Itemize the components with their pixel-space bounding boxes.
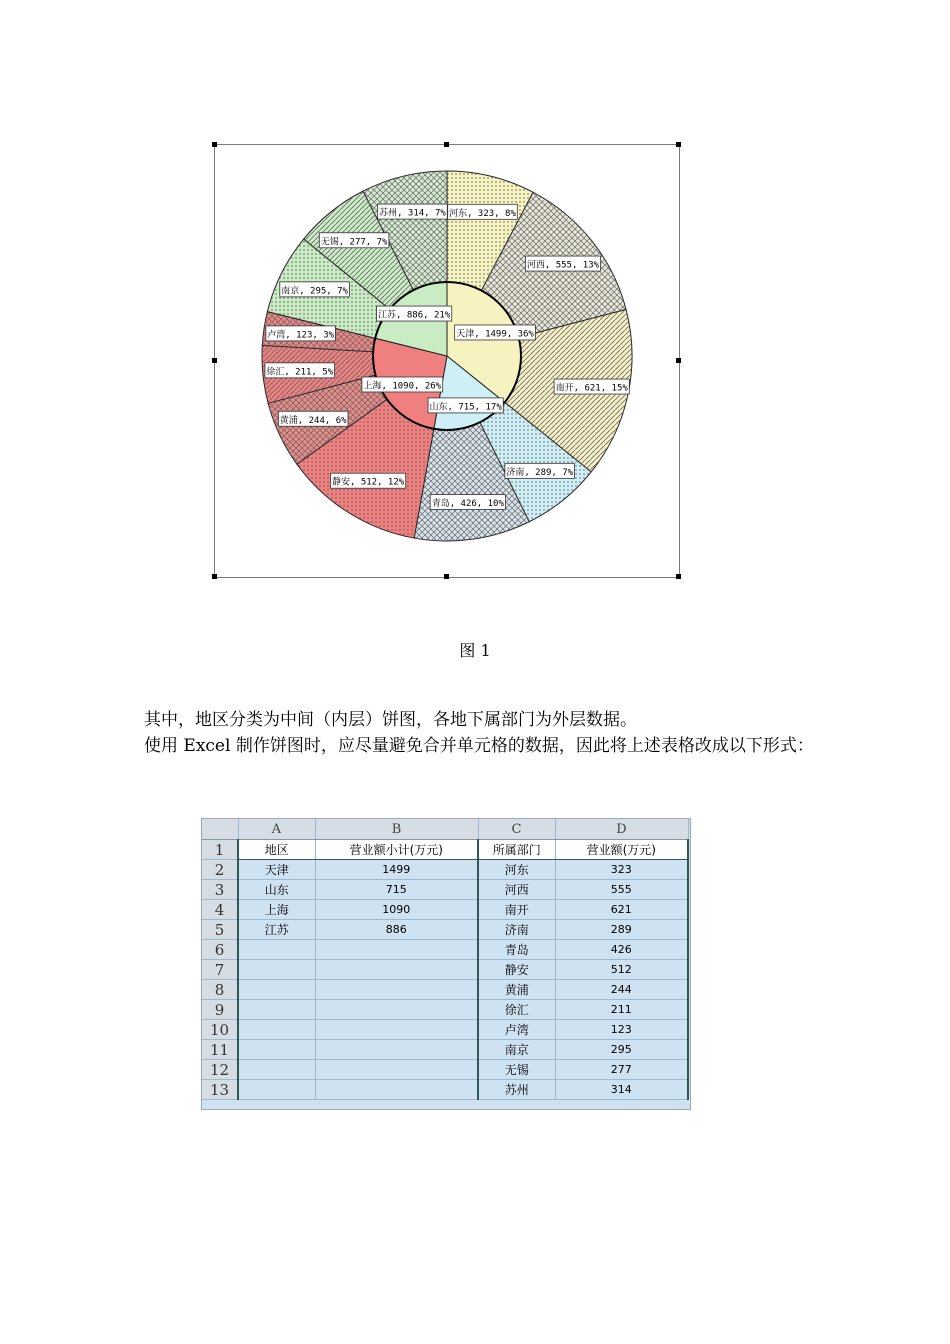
cell-subtotal[interactable] — [315, 1060, 478, 1080]
cell-subtotal[interactable] — [315, 1040, 478, 1060]
cell-dept[interactable]: 济南 — [478, 920, 555, 940]
cell-region[interactable] — [238, 1040, 315, 1060]
outer-slice-label: 南京, 295, 7% — [281, 286, 348, 297]
outer-slice-label: 静安, 512, 12% — [331, 477, 405, 488]
row-number[interactable]: 2 — [202, 860, 238, 880]
row-number[interactable]: 5 — [202, 920, 238, 940]
cell-subtotal[interactable]: 886 — [315, 920, 478, 940]
table-row — [202, 900, 688, 920]
cell-amount[interactable]: 621 — [555, 900, 688, 920]
inner-slice-label: 上海, 1090, 26% — [363, 381, 442, 392]
outer-slice-label: 徐汇, 211, 5% — [266, 367, 334, 378]
figure-caption: 图 1 — [459, 641, 491, 660]
header-cell[interactable]: 营业额(万元) — [555, 840, 688, 860]
inner-slice-label: 天津, 1499, 36% — [456, 329, 534, 340]
cell-region[interactable] — [238, 1080, 315, 1100]
header-cell[interactable]: 营业额小计(万元) — [315, 840, 478, 860]
table-row — [202, 960, 688, 980]
paragraph-instruction: 使用 Excel 制作饼图时，应尽量避免合并单元格的数据，因此将上述表格改成以下形式： — [144, 736, 814, 756]
table-row — [202, 860, 688, 880]
cell-amount[interactable]: 555 — [555, 880, 688, 900]
cell-amount[interactable]: 123 — [555, 1020, 688, 1040]
cell-region[interactable] — [238, 1020, 315, 1040]
outer-slice-label: 河西, 555, 13% — [526, 260, 600, 271]
row-number[interactable]: 12 — [202, 1060, 238, 1080]
cell-dept[interactable]: 河西 — [478, 880, 555, 900]
table-row — [202, 1020, 688, 1040]
cell-amount[interactable]: 244 — [555, 980, 688, 1000]
paragraph-description: 其中，地区分类为中间（内层）饼图，各地下属部门为外层数据。 — [144, 710, 637, 730]
cell-region[interactable] — [238, 980, 315, 1000]
table-row — [202, 940, 688, 960]
cell-region[interactable] — [238, 1000, 315, 1020]
outer-slice-label: 无锡, 277, 7% — [320, 237, 388, 248]
select-all-corner[interactable] — [202, 819, 238, 840]
table-row — [202, 920, 688, 940]
inner-slice-label: 山东, 715, 17% — [429, 402, 502, 413]
cell-dept[interactable]: 无锡 — [478, 1060, 555, 1080]
outer-slice-label: 卢湾, 123, 3% — [267, 330, 335, 341]
cell-dept[interactable]: 南开 — [478, 900, 555, 920]
cell-dept[interactable]: 静安 — [478, 960, 555, 980]
cell-region[interactable]: 上海 — [238, 900, 315, 920]
outer-slice-label: 河东, 323, 8% — [449, 208, 516, 219]
spreadsheet[interactable] — [201, 818, 691, 1110]
cell-subtotal[interactable] — [315, 960, 478, 980]
cell-dept[interactable]: 青岛 — [478, 940, 555, 960]
cell-amount[interactable]: 314 — [555, 1080, 688, 1100]
row-number[interactable]: 10 — [202, 1020, 238, 1040]
header-cell[interactable]: 地区 — [238, 840, 315, 860]
cell-dept[interactable]: 卢湾 — [478, 1020, 555, 1040]
column-header[interactable]: D — [555, 819, 688, 840]
outer-slice-label: 南开, 621, 15% — [555, 383, 628, 394]
cell-region[interactable] — [238, 940, 315, 960]
header-row — [202, 840, 688, 860]
table-row — [202, 1000, 688, 1020]
cell-amount[interactable]: 211 — [555, 1000, 688, 1020]
cell-region[interactable]: 天津 — [238, 860, 315, 880]
outer-slice-label: 苏州, 314, 7% — [379, 208, 446, 219]
table-row — [202, 1060, 688, 1080]
cell-subtotal[interactable] — [315, 980, 478, 1000]
cell-amount[interactable]: 512 — [555, 960, 688, 980]
cell-subtotal[interactable]: 1499 — [315, 860, 478, 880]
row-number[interactable]: 9 — [202, 1000, 238, 1020]
row-number[interactable]: 11 — [202, 1040, 238, 1060]
column-header[interactable]: B — [315, 819, 478, 840]
cell-region[interactable]: 山东 — [238, 880, 315, 900]
cell-subtotal[interactable]: 715 — [315, 880, 478, 900]
spreadsheet-grid — [202, 819, 689, 1100]
cell-subtotal[interactable] — [315, 1080, 478, 1100]
cell-dept[interactable]: 南京 — [478, 1040, 555, 1060]
cell-dept[interactable]: 河东 — [478, 860, 555, 880]
cell-subtotal[interactable] — [315, 1020, 478, 1040]
cell-amount[interactable]: 295 — [555, 1040, 688, 1060]
cell-amount[interactable]: 277 — [555, 1060, 688, 1080]
cell-region[interactable]: 江苏 — [238, 920, 315, 940]
row-number[interactable]: 8 — [202, 980, 238, 1000]
cell-subtotal[interactable]: 1090 — [315, 900, 478, 920]
cell-subtotal[interactable] — [315, 1000, 478, 1020]
header-cell[interactable]: 所属部门 — [478, 840, 555, 860]
cell-dept[interactable]: 徐汇 — [478, 1000, 555, 1020]
table-row — [202, 1040, 688, 1060]
outer-slice-label: 青岛, 426, 10% — [431, 499, 504, 510]
chart-frame[interactable] — [214, 144, 680, 578]
cell-amount[interactable]: 426 — [555, 940, 688, 960]
cell-subtotal[interactable] — [315, 940, 478, 960]
column-header[interactable]: C — [478, 819, 555, 840]
table-row — [202, 880, 688, 900]
cell-amount[interactable]: 323 — [555, 860, 688, 880]
doughnut-chart — [215, 145, 679, 577]
row-number[interactable]: 1 — [202, 840, 238, 860]
row-number[interactable]: 3 — [202, 880, 238, 900]
cell-region[interactable] — [238, 960, 315, 980]
row-number[interactable]: 7 — [202, 960, 238, 980]
column-header[interactable]: A — [238, 819, 315, 840]
outer-slice-label: 济南, 289, 7% — [506, 467, 574, 478]
outer-slice-label: 黄浦, 244, 6% — [279, 415, 347, 426]
cell-dept[interactable]: 苏州 — [478, 1080, 555, 1100]
cell-dept[interactable]: 黄浦 — [478, 980, 555, 1000]
row-number[interactable]: 6 — [202, 940, 238, 960]
inner-slice-label: 江苏, 886, 21% — [378, 310, 451, 321]
table-row — [202, 980, 688, 1000]
cell-amount[interactable]: 289 — [555, 920, 688, 940]
cell-region[interactable] — [238, 1060, 315, 1080]
row-number[interactable]: 4 — [202, 900, 238, 920]
row-number[interactable]: 13 — [202, 1080, 238, 1100]
table-row — [202, 1080, 688, 1100]
